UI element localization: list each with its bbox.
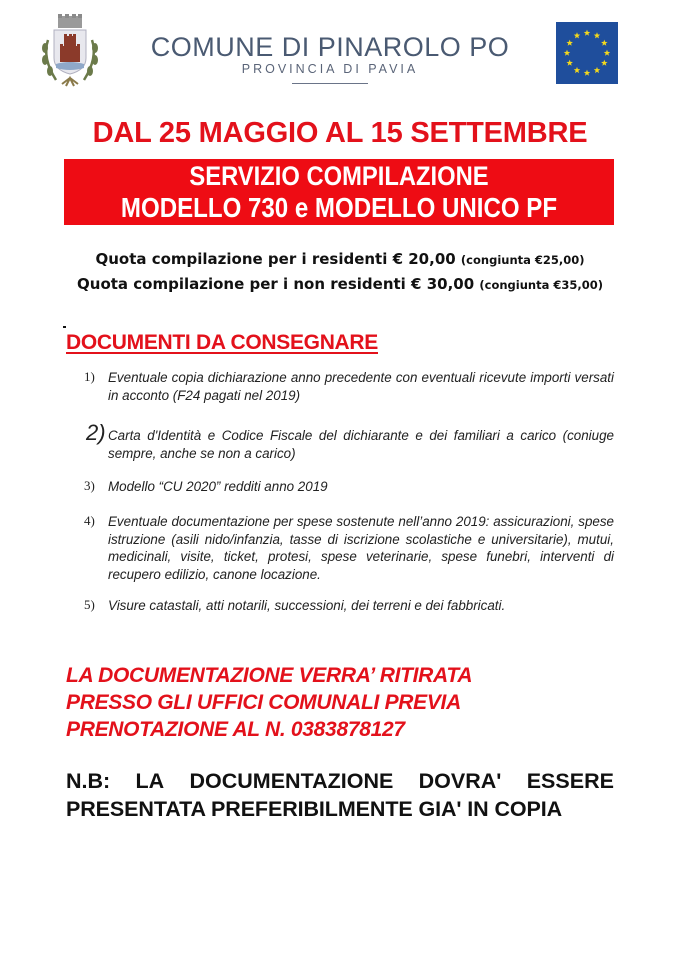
item-text: Eventuale documentazione per spese sostenute nell’anno 2019: assicurazioni, spese istruzione (asili nido/infanzia, tasse di iscrizione scolastiche e universitarie), mutui, medicinali, visite, ticket, protesi, spese veterinarie, spese funebri, interventi di recupero edilizio, canone locazione. [108, 514, 614, 582]
comune-crest-logo [36, 14, 104, 90]
service-banner-line-1: SERVIZIO COMPILAZIONE [189, 161, 489, 191]
fee-note: (congiunta €35,00) [479, 278, 603, 292]
fee-main: Quota compilazione per i residenti € 20,00 [95, 250, 456, 268]
document-item [84, 513, 614, 583]
eu-flag-logo [556, 22, 618, 84]
item-text: Carta d'Identità e Codice Fiscale del dichiarante e dei familiari a carico (coniuge sempre, anche se non a carico) [108, 428, 614, 461]
eu-flag-icon [556, 22, 618, 84]
document-item [84, 420, 614, 462]
fee-note: (congiunta €25,00) [460, 253, 585, 267]
header-divider [292, 83, 368, 84]
item-number: 4) [84, 513, 95, 528]
document-item [84, 597, 614, 615]
nb-word: DOCUMENTAZIONE [189, 769, 394, 793]
service-banner-line-2: MODELLO 730 e MODELLO UNICO PF [120, 192, 558, 223]
nb-word: ESSERE [526, 769, 614, 793]
item-number: 1) [84, 369, 95, 384]
provincia-name: PROVINCIA DI PAVIA [241, 62, 419, 76]
nb-word: DOVRA' [418, 769, 502, 793]
item-number: 3) [84, 478, 95, 493]
notice-line-2: PRESSO GLI UFFICI COMUNALI PREVIA [66, 691, 461, 714]
document-item [84, 369, 614, 404]
fee-main: Quota compilazione per i non residenti € 30,00 [77, 275, 475, 293]
documents-heading: DOCUMENTI DA CONSEGNARE [66, 331, 378, 354]
notice-line-1: LA DOCUMENTAZIONE VERRA’ RITIRATA [66, 664, 473, 687]
nb-line-2: PRESENTATA PREFERIBILMENTE GIA' IN COPIA [66, 797, 563, 821]
document-item [84, 478, 614, 496]
item-text: Modello “CU 2020” redditi anno 2019 [108, 479, 328, 494]
nb-line-1 [66, 769, 614, 794]
comune-name: COMUNE DI PINAROLO PO [150, 32, 510, 62]
notice-line-3-phone: PRENOTAZIONE AL N. 0383878127 [66, 718, 405, 741]
nb-word: N.B: [66, 769, 111, 793]
item-number: 2) [86, 420, 106, 445]
nb-word: LA [135, 769, 165, 793]
fee-non-residenti [60, 275, 620, 293]
item-text: Visure catastali, atti notarili, successioni, dei terreni e dei fabbricati. [108, 598, 506, 613]
stray-dot [63, 326, 66, 328]
item-text: Eventuale copia dichiarazione anno precedente con eventuali ricevute importi versati in acconto (F24 pagati nel 2019) [108, 370, 614, 403]
item-number: 5) [84, 597, 95, 612]
fee-residenti [60, 250, 620, 268]
crest-icon [36, 14, 104, 90]
date-range-title: DAL 25 MAGGIO AL 15 SETTEMBRE [92, 117, 588, 149]
